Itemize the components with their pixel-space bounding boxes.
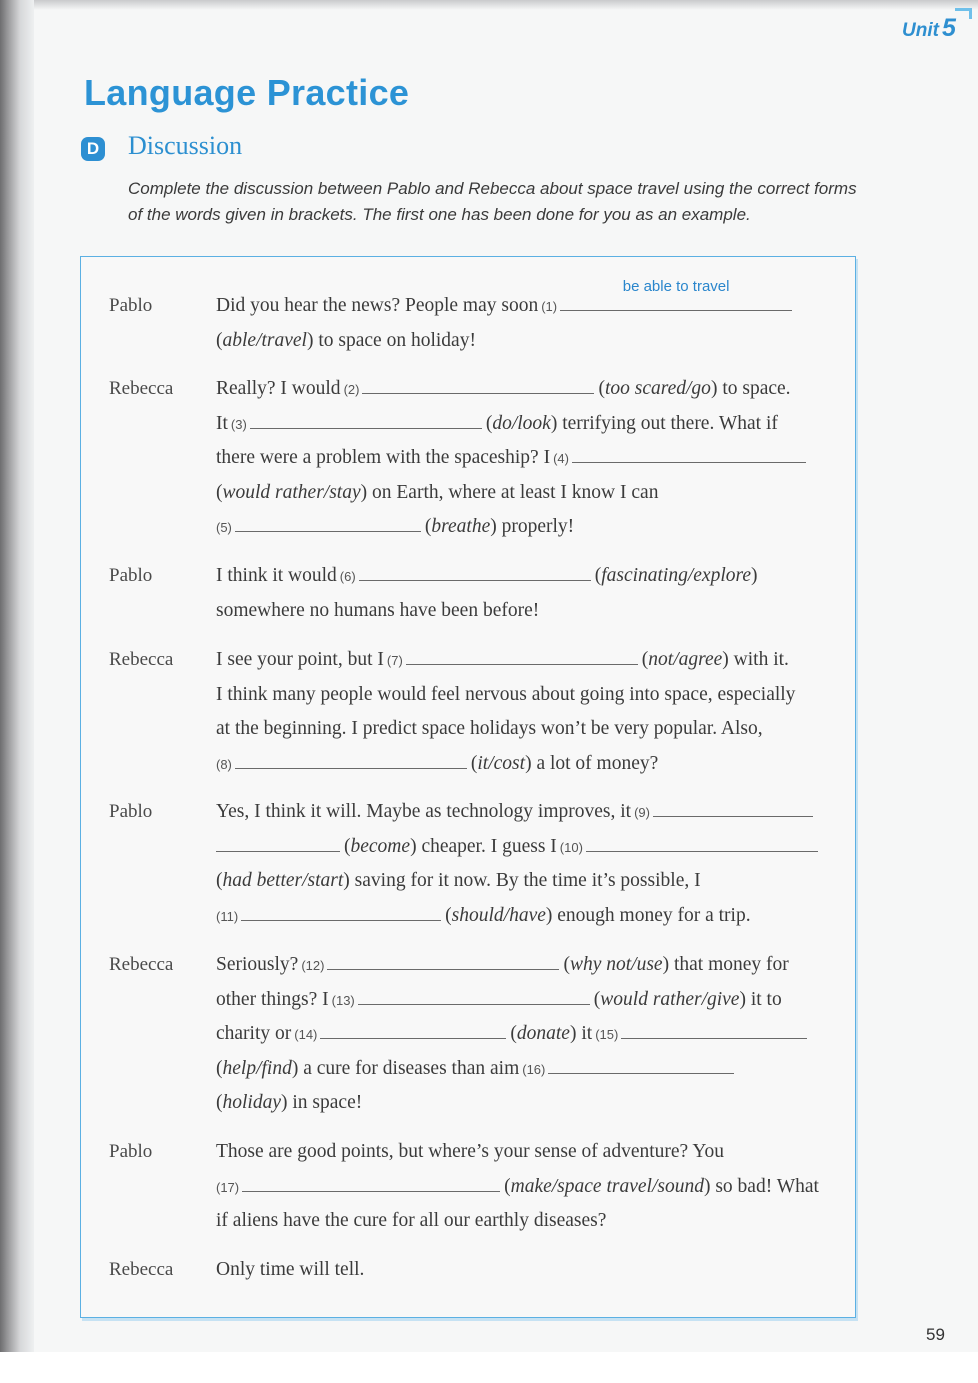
word-hint: do/look (492, 412, 551, 434)
word-hint: donate (516, 1023, 570, 1045)
blank-number: (16) (522, 1061, 546, 1077)
blank-number: (5) (216, 520, 232, 536)
blank-number: (10) (559, 839, 583, 855)
page-title: Language Practice (84, 72, 410, 113)
answer-blank[interactable] (359, 562, 591, 581)
answer-blank[interactable] (362, 375, 594, 394)
page-number: 59 (926, 1325, 945, 1344)
speaker-name: Pablo (109, 801, 153, 822)
instructions: Complete the discussion between Pablo and Rebecca about space travel using the correct forms of the words given in brackets. The first one has been done for you as an example. (128, 179, 857, 224)
answer-blank[interactable] (216, 833, 340, 852)
word-hint: would rather/stay (222, 481, 361, 503)
blank-number: (4) (553, 451, 569, 467)
word-hint: why not/use (569, 954, 663, 975)
page-bottom-edge (0, 1352, 978, 1383)
answer-blank[interactable] (241, 902, 441, 921)
word-hint: too scared/go (604, 378, 711, 399)
blank-number: (7) (386, 653, 403, 668)
section-title: Discussion (128, 131, 243, 160)
speaker-name: Pablo (109, 295, 153, 316)
blank-number: (2) (343, 382, 360, 397)
speaker-name: Pablo (109, 1141, 153, 1162)
page-top-shade (34, 0, 978, 10)
book-gutter-shadow (0, 0, 34, 1383)
answer-blank[interactable] (406, 646, 638, 665)
example-answer: be able to travel (622, 278, 730, 296)
speech: I think it would (6) (fascinating/explore) somewhere no humans have been before! (216, 559, 836, 628)
section-badge: D (81, 137, 105, 161)
answer-blank[interactable] (653, 798, 813, 817)
speaker-name: Rebecca (109, 1259, 174, 1280)
dialogue-box (80, 256, 856, 1318)
word-hint: make/space travel/sound (510, 1175, 704, 1197)
answer-blank[interactable] (250, 410, 482, 429)
unit-number: 5 (941, 14, 956, 42)
word-hint: breathe (431, 516, 491, 538)
speech: Seriously? (12) (why not/use) that money for other things? I (13) (would rather/give) it to charity or (14) (donate) it (15) (help/find) a cure for diseases than aim (16) (holiday) in space! (216, 948, 836, 1121)
speech: I see your point, but I (7) (not/agree) with it. I think many people would feel nervous about going into space, especially at the beginning. I predict space holidays won’t be very popular. Also, (8) (it/cost) a lot of money? (216, 643, 836, 781)
unit-label: Unit 5 (902, 14, 956, 42)
speech: Did you hear the news? People may soon (1) be able to travel (able/travel) to space on holiday! (216, 289, 836, 358)
answer-blank[interactable] (548, 1055, 734, 1074)
word-hint: should/have (451, 904, 546, 926)
word-hint: not/agree (648, 649, 723, 670)
word-hint: it/cost (477, 752, 526, 774)
speech: Yes, I think it will. Maybe as technology improves, it (9) (become) cheaper. I guess I (10) (had better/start) saving for it now. By the time it’s possible, I (11) (should/have) enough money for a trip. (216, 795, 836, 933)
answer-blank[interactable] (327, 951, 559, 970)
blank-number: (11) (216, 908, 239, 924)
blank-number: (13) (331, 992, 355, 1008)
speaker-name: Rebecca (109, 649, 174, 670)
answer-blank[interactable] (560, 278, 792, 311)
speaker-name: Rebecca (109, 954, 174, 975)
blank-number: (12) (301, 958, 325, 973)
answer-blank[interactable] (586, 833, 818, 852)
word-hint: able/travel (222, 329, 307, 351)
answer-blank[interactable] (621, 1020, 807, 1039)
answer-blank[interactable] (358, 986, 590, 1005)
word-hint: fascinating/explore (601, 565, 752, 586)
answer-blank[interactable] (242, 1173, 500, 1192)
answer-blank[interactable] (235, 513, 421, 532)
answer-blank[interactable] (572, 444, 806, 463)
answer-blank[interactable] (235, 750, 467, 769)
blank-number: (1) (541, 299, 558, 314)
speaker-name: Rebecca (109, 378, 174, 399)
blank-number: (14) (294, 1027, 318, 1043)
blank-number: (6) (339, 569, 356, 584)
word-hint: would rather/give (600, 988, 740, 1010)
speech: Those are good points, but where’s your sense of adventure? You (17) (make/space travel/sound) so bad! What if aliens have the cure for all our earthly diseases? (216, 1141, 819, 1232)
blank-number: (17) (216, 1179, 240, 1195)
textbook-page (34, 0, 978, 1383)
word-hint: help/find (222, 1057, 292, 1079)
blank-number: (9) (634, 805, 650, 820)
word-hint: become (350, 835, 411, 857)
blank-number: (8) (216, 756, 232, 772)
blank-number: (3) (230, 416, 247, 432)
word-hint: had better/start (222, 870, 344, 892)
speech: Really? I would (2) (too scared/go) to space. It (3) (do/look) terrifying out there. What if there were a problem with the spaceship? I (4) (would rather/stay) on Earth, where at least I know I can (5) (breathe) properly! (216, 372, 836, 545)
speech: Only time will tell. (216, 1259, 365, 1280)
word-hint: holiday (222, 1092, 281, 1114)
blank-number: (15) (595, 1027, 619, 1043)
unit-corner-mark-icon (955, 8, 972, 19)
speaker-name: Pablo (109, 565, 153, 586)
answer-blank[interactable] (320, 1020, 506, 1039)
